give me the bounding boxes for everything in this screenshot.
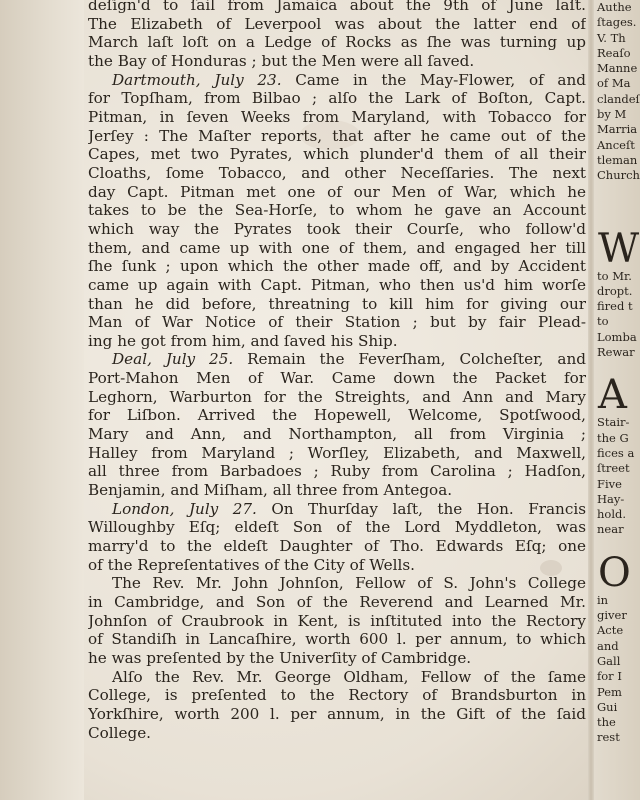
text-line [88, 313, 586, 332]
text-line [88, 406, 586, 425]
text-line [88, 183, 586, 202]
fragment-line: Gall [597, 653, 621, 668]
fragment-line: near [597, 522, 624, 537]
text-line [88, 537, 586, 556]
paper-stain [300, 120, 360, 150]
fragment-line: Rewar [597, 345, 635, 360]
fragment-line: Gui [597, 699, 618, 714]
fragment-line: fired t [597, 299, 633, 314]
text-line [88, 71, 586, 90]
fragment-line: Five [597, 476, 622, 491]
text-line [88, 257, 586, 276]
line-text: The Elizabeth of Leverpool was about the latter end of [88, 14, 586, 33]
line-text: The Rev. Mr. John Johnſon, Fellow of S. John's College [112, 574, 586, 593]
text-line [88, 295, 586, 314]
text-line [88, 705, 586, 724]
text-line [88, 220, 586, 239]
line-text: which way the Pyrates took their Courſe, who follow'd [88, 219, 586, 238]
fragment-line: and [597, 638, 619, 653]
fragment-line: clandeſ [597, 91, 640, 106]
drop-cap: O [598, 552, 631, 593]
drop-cap: W [598, 228, 640, 269]
fragment-line: of Ma [597, 76, 631, 91]
text-line [88, 239, 586, 258]
drop-cap: A [598, 375, 627, 416]
line-text: Came in the May-Flower, of and [295, 70, 586, 89]
line-spacer [594, 199, 640, 214]
fragment-line: Pem [597, 684, 622, 699]
text-line [88, 556, 586, 575]
line-spacer [594, 538, 640, 553]
fragment-line: Lomba [597, 329, 637, 344]
line-text: Port-Mahon Men of War. Came down the Packet for [88, 369, 586, 388]
dateline: Deal, July 25. [112, 350, 234, 369]
line-text: of the Repreſentatives of the City of Wells. [88, 555, 415, 574]
fragment-line: in [597, 592, 609, 607]
line-text: Remain the Feverſham, Colcheſter, and [247, 350, 586, 369]
dateline: London, July 27. [112, 499, 257, 518]
line-text: day Capt. Pitman met one of our Men of War, which he [88, 182, 586, 201]
line-text: ſhe ſunk ; upon which the other made off, and by Accident [88, 257, 586, 276]
text-line [88, 33, 586, 52]
line-text: takes to be the Sea-Horſe, to whom he gave an Account [88, 201, 586, 220]
fragment-line: ſtages. [597, 15, 637, 30]
fragment-line: Acte [597, 623, 624, 638]
fragment-line: dropt. [597, 283, 633, 298]
page-margin [0, 0, 84, 800]
text-line [88, 388, 586, 407]
text-line [88, 369, 586, 388]
text-line [88, 444, 586, 463]
fragment-line: fices a [597, 445, 635, 460]
text-line [88, 593, 586, 612]
line-text: Pitman, in ſeven Weeks from Maryland, with Tobacco for [88, 107, 586, 126]
text-line [88, 350, 586, 369]
text-line [88, 612, 586, 631]
line-text: all three from Barbadoes ; Ruby from Carolina ; Hadſon, [88, 462, 586, 481]
text-line [88, 332, 586, 351]
text-line [88, 276, 586, 295]
fragment-line: Reaſo [597, 45, 631, 60]
line-text: deſign'd to ſail from Jamaica about the 9th of June laſt. [88, 0, 586, 14]
fragment-line: giver [597, 608, 627, 623]
fragment-line: hold. [597, 507, 627, 522]
fragment-line: by M [597, 107, 627, 122]
line-text: Johnſon of Craubrook in Kent, is inſtituted into the Rectory [88, 611, 586, 630]
line-text: Benjamin, and Miſham, all three from Antegoa. [88, 481, 453, 500]
line-text: ing he got from him, and ſaved his Ship. [88, 331, 398, 350]
text-line [88, 686, 586, 705]
text-line [88, 462, 586, 481]
fragment-line: ſtreet [597, 461, 630, 476]
text-line [88, 518, 586, 537]
line-text: Willoughby Eſq; eldeſt Son of the Lord Myddleton, was [88, 518, 586, 537]
fragment-line: Stair- [597, 415, 630, 430]
paper-stain [540, 560, 562, 576]
fragment-line: Church [597, 168, 640, 183]
line-text: Cloaths, ſome Tobacco, and other Neceſſaries. The next [88, 163, 586, 182]
line-text: for Liſbon. Arrived the Hopewell, Welcome, Spotſwood, [88, 406, 586, 425]
fragment-line: for I [597, 669, 622, 684]
line-text: March laſt loſt on a Ledge of Rocks as ſhe was turning up [88, 33, 586, 52]
line-spacer [594, 184, 640, 199]
line-text: came up again with Capt. Pitman, who then us'd him worſe [88, 275, 586, 294]
fragment-line: the [597, 715, 616, 730]
line-text: than he did before, threatning to kill him for giving our [88, 294, 586, 313]
line-text: the Bay of Honduras ; but the Men were all ſaved. [88, 51, 475, 70]
text-line [88, 630, 586, 649]
text-line [88, 201, 586, 220]
text-line [88, 724, 586, 743]
text-line [88, 649, 586, 668]
line-spacer [594, 360, 640, 375]
line-text: marry'd to the eldeſt Daughter of Tho. Edwards Eſq; one [88, 537, 586, 556]
text-line [88, 0, 586, 15]
text-line [88, 481, 586, 500]
line-text: he was preſented by the Univerſity of Cambridge. [88, 648, 472, 667]
line-text: for Topſham, from Bilbao ; alſo the Lark of Boſton, Capt. [88, 89, 586, 108]
text-line [88, 15, 586, 34]
line-text: Leghorn, Warburton for the Streights, and Ann and Mary [88, 387, 586, 406]
text-line [88, 500, 586, 519]
line-text: of Standiſh in Lancaſhire, worth 600 l. per annum, to which [88, 630, 586, 649]
line-text: College. [88, 723, 152, 742]
text-line [88, 425, 586, 444]
line-spacer [594, 214, 640, 229]
fragment-line: to [597, 314, 609, 329]
fragment-line: V. Th [597, 30, 626, 45]
line-text: Capes, met two Pyrates, which plunder'd them of all their [88, 145, 586, 164]
fragment-line: rest [597, 730, 620, 745]
fragment-line: Hay- [597, 491, 625, 506]
line-text: Halley from Maryland ; Worſley, Elizabeth, and Maxwell, [88, 443, 586, 462]
line-text: Alſo the Rev. Mr. George Oldham, Fellow of the ſame [112, 667, 586, 686]
dateline: Dartmouth, July 23. [112, 70, 282, 89]
line-text: Jerſey : The Maſter reports, that after he came out of the [88, 126, 586, 145]
fragment-line: Anceſt [597, 137, 635, 152]
text-line [88, 668, 586, 687]
line-text: College, is preſented to the Rectory of Brandsburton in [88, 686, 586, 705]
fragment-line: the G [597, 430, 629, 445]
line-text: Mary and Ann, and Northampton, all from Virginia ; [88, 425, 586, 444]
fragment-line: tleman [597, 152, 638, 167]
line-text: them, and came up with one of them, and engaged her till [88, 238, 586, 257]
line-text: Man of War Notice of their Station ; but by fair Plead- [88, 313, 586, 332]
line-text: Yorkſhire, worth 200 l. per annum, in the Gift of the ſaid [88, 704, 586, 723]
text-line [88, 574, 586, 593]
text-line [88, 89, 586, 108]
fragment-line: Authe [597, 0, 632, 14]
line-text: in Cambridge, and Son of the Reverend and Learned Mr. [88, 593, 586, 611]
fragment-line: Manne [597, 61, 638, 76]
news-column [88, 0, 586, 742]
adjacent-column-fragment [594, 0, 640, 800]
fragment-line: Marria [597, 122, 638, 137]
text-line [88, 52, 586, 71]
text-line [88, 164, 586, 183]
line-text: On Thurſday laſt, the Hon. Francis [271, 499, 586, 518]
fragment-line: to Mr. [597, 268, 632, 283]
